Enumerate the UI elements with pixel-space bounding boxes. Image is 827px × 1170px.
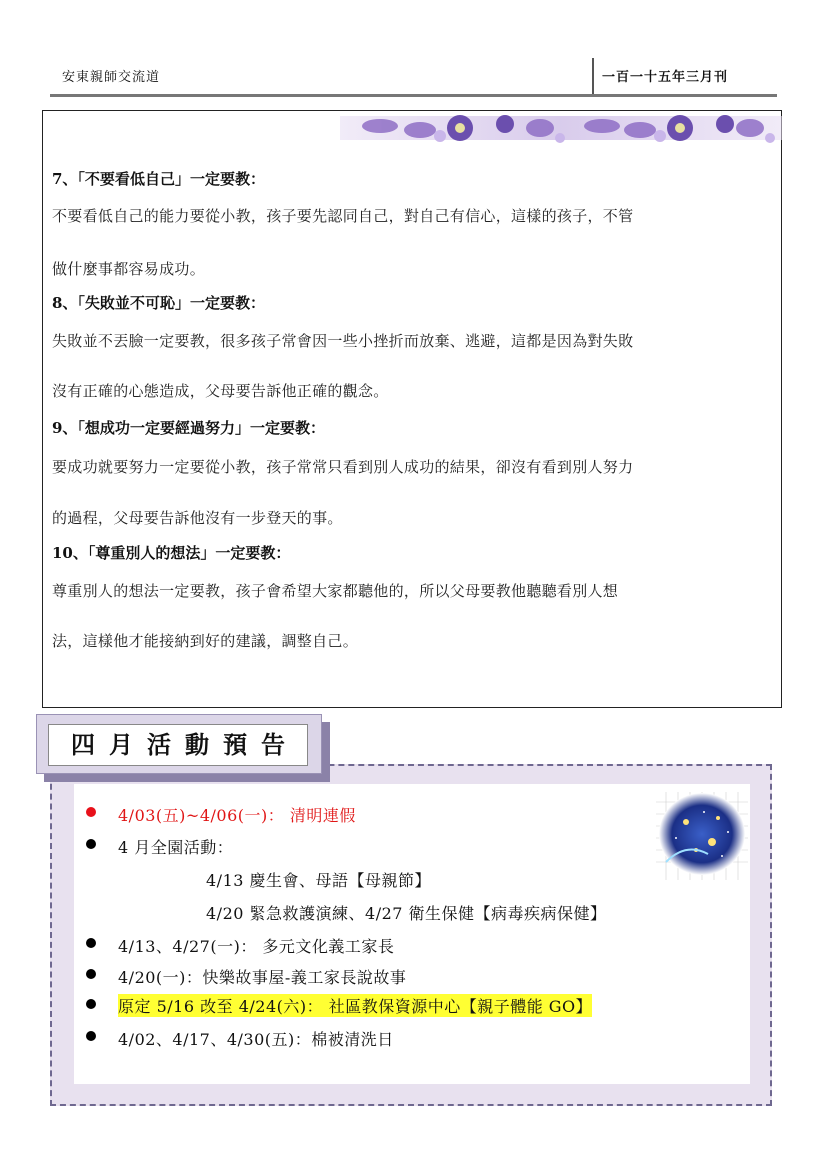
section-7-text-line1: 不要看低自己的能力要從小教，孩子要先認同自己，對自己有信心，這樣的孩子，不管: [52, 207, 634, 225]
section-8-text-line2: 沒有正確的心態造成，父母要告訴他正確的觀念。: [52, 382, 389, 400]
section-7-title: 7、「不要看低自己」一定要教：: [52, 170, 265, 188]
bullet-icon: [86, 1031, 96, 1041]
header-divider: [592, 58, 594, 94]
section-8-text-line1: 失敗並不丟臉一定要教，很多孩子常會因一些小挫折而放棄、逃避，這都是因為對失敗: [52, 332, 634, 350]
bullet-icon: [86, 999, 96, 1009]
section-7-text-line2: 做什麼事都容易成功。: [52, 260, 206, 278]
activity-item-holiday: 4/03(五)~4/06(一)： 清明連假: [118, 806, 356, 825]
activity-item-story-house: 4/20(一)：快樂故事屋-義工家長說故事: [118, 968, 407, 987]
bullet-icon: [86, 839, 96, 849]
activity-item-volunteers: 4/13、4/27(一)： 多元文化義工家長: [118, 937, 395, 956]
section-10-text-line2: 法，這樣他才能接納到好的建議，調整自己。: [52, 632, 359, 650]
content-box: [42, 110, 782, 708]
section-9-text-line1: 要成功就要努力一定要從小教，孩子常常只看到別人成功的結果，卻沒有看到別人努力: [52, 458, 634, 476]
activity-item-school-wide: 4 月全園活動：: [118, 838, 234, 857]
header-rule: [50, 94, 777, 97]
activity-subitem-drill: 4/20 緊急救護演練、4/27 衛生保健【病毒疾病保健】: [206, 904, 607, 923]
activity-item-resource-center: 原定 5/16 改至 4/24(六)： 社區教保資源中心【親子體能 GO】: [118, 994, 592, 1017]
section-8-title: 8、「失敗並不可恥」一定要教：: [52, 294, 265, 312]
newsletter-title: 安東親師交流道: [62, 70, 161, 85]
april-heading: 四月活動預告: [71, 730, 299, 759]
section-9-title: 9、「想成功一定要經過努力」一定要教：: [52, 419, 325, 437]
issue-date: 一百一十五年三月刊: [602, 70, 729, 85]
section-10-title: 10、「尊重別人的想法」一定要教：: [52, 544, 291, 562]
activity-item-bedding-wash: 4/02、4/17、4/30(五)：棉被清洗日: [118, 1030, 394, 1049]
bullet-icon: [86, 807, 96, 817]
bullet-icon: [86, 938, 96, 948]
activity-subitem-birthday: 4/13 慶生會、母語【母親節】: [206, 871, 432, 890]
night-sky-image: [656, 792, 748, 880]
bullet-icon: [86, 969, 96, 979]
section-9-text-line2: 的過程，父母要告訴他沒有一步登天的事。: [52, 509, 343, 527]
flower-banner-image: [340, 112, 782, 146]
section-10-text-line1: 尊重別人的想法一定要教，孩子會希望大家都聽他的，所以父母要教他聽聽看別人想: [52, 582, 619, 600]
